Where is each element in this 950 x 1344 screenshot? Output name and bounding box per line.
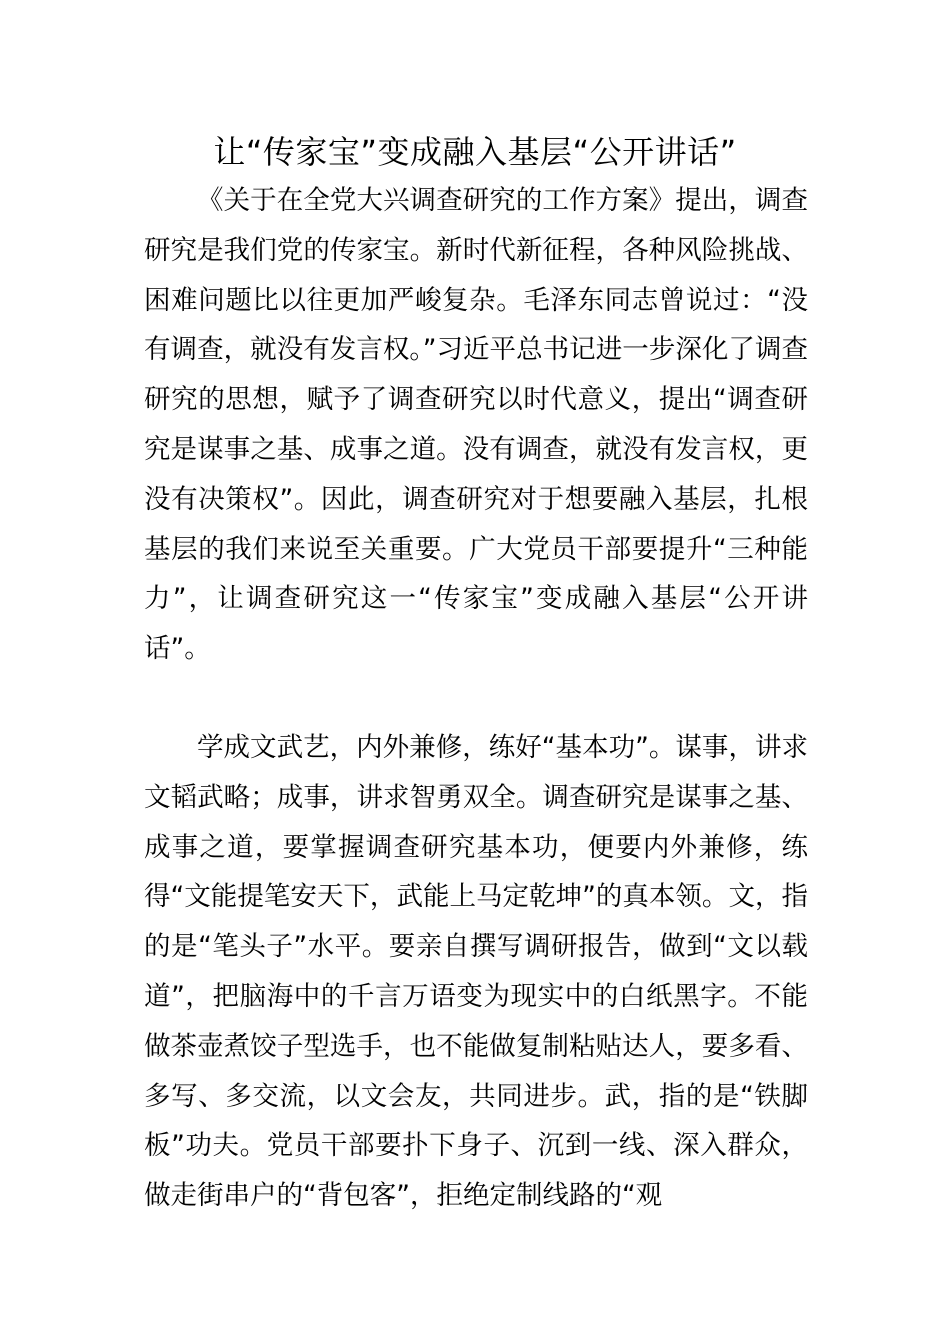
document-title: 让“传家宝”变成融入基层“公开讲话”: [213, 133, 737, 171]
paragraph-basic-skills: 学成文武艺，内外兼修，练好“基本功”。谋事，讲求文韬武略；成事，讲求智勇双全。调查研究是谋事之基、成事之道，要掌握调查研究基本功，便要内外兼修，练得“文能提笔安天下，武能上马定乾坤”的真本领。文，指的是“笔头子”水平。要亲自撰写调研报告，做到“文以载道”，把脑海中的千言万语变为现实中的白纸黑字。不能做茶壶煮饺子型选手，也不能做复制粘贴达人，要多看、多写、多交流，以文会友，共同进步。武，指的是“铁脚板”功夫。党员干部要扑下身子、沉到一线、深入群众，做走街串户的“背包客”，拒绝定制线路的“观: [144, 732, 808, 1212]
paragraph-intro: 《关于在全党大兴调查研究的工作方案》提出，调查研究是我们党的传家宝。新时代新征程，各种风险挑战、困难问题比以往更加严峻复杂。毛泽东同志曾说过：“没有调查，就没有发言权。”习近平总书记进一步深化了调查研究的思想，赋予了调查研究以时代意义，提出“调查研究是谋事之基、成事之道。没有调查，就没有发言权，更没有决策权”。因此，调查研究对于想要融入基层，扎根基层的我们来说至关重要。广大党员干部要提升“三种能力”，让调查研究这一“传家宝”变成融入基层“公开讲话”。: [144, 185, 808, 665]
